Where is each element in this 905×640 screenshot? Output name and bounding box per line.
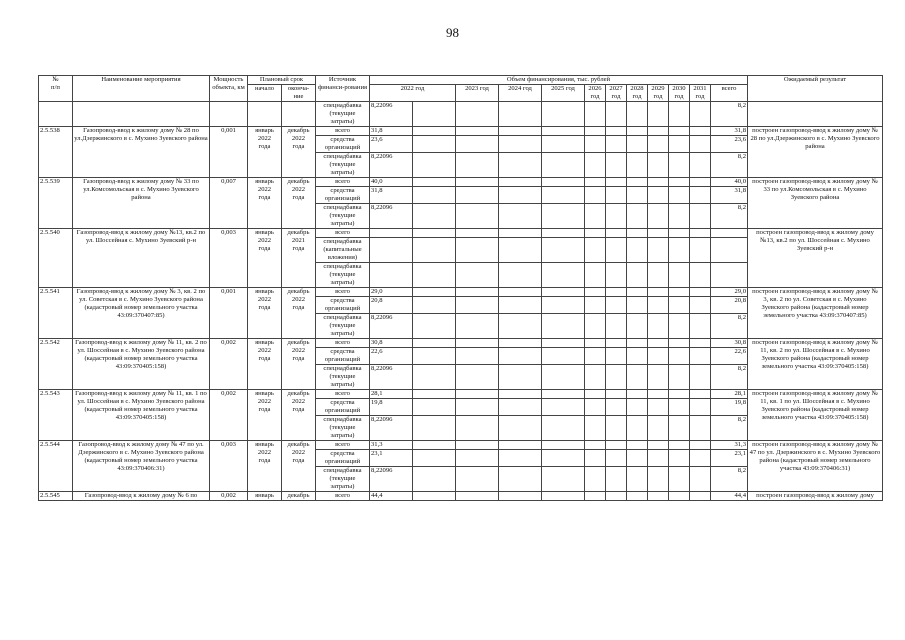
value-total: 8,2 (711, 102, 748, 127)
expected-result: построен газопровод-ввод к жилому дому № 28 по ул.Дзержинского в с. Мухино Зуевского района (748, 127, 883, 178)
value-total: 8,2 (711, 365, 748, 390)
expected-result: построен газопровод-ввод к жилому дому № 3, кв. 2 по ул. Советская в с. Мухино Зуевского района (кадастровый номер земельного участка 43:09:370407:85) (748, 288, 883, 339)
value-2022: 8,22096 (370, 153, 413, 178)
source-cell: средства организаций (316, 297, 370, 314)
col-result-header: Ожидаемый результат (748, 76, 883, 102)
term-start: январь 2022 года (248, 288, 282, 339)
table-row (39, 441, 883, 450)
term-end: декабрь 2022 года (282, 441, 316, 492)
value-2022: 28,1 (370, 390, 413, 399)
expected-result: построен газопровод-ввод к жилому дому № 11, кв. 2 по ул. Шоссейная в с. Мухино Зуевского района (кадастровый номер земельного участка 43:09:370405:158) (748, 339, 883, 390)
source-cell: средства организаций (316, 136, 370, 153)
col-total-header: всего (711, 85, 748, 102)
term-start: январь 2022 года (248, 229, 282, 288)
source-cell: средства организаций (316, 187, 370, 204)
source-cell: спецнадбавка (текущие затраты) (316, 416, 370, 441)
value-total: 8,2 (711, 153, 748, 178)
source-cell: спецнадбавка (текущие затраты) (316, 314, 370, 339)
measure-name: Газопровод-ввод к жилому дому № 11, кв. 1 по ул. Шоссейная в с. Мухино Зуевского района (кадастровый номер земельного участка 43:09:370405:158) (73, 390, 210, 441)
measure-name: Газопровод-ввод к жилому дому № 28 по ул.Дзержинского в с. Мухино Зуевского района (73, 127, 210, 178)
value-total: 23,1 (711, 450, 748, 467)
col-year-header: 2030 год (669, 85, 690, 102)
row-number: 2.5.544 (39, 441, 73, 492)
col-year-header: 2028 год (627, 85, 648, 102)
col-year-header: 2029 год (648, 85, 669, 102)
table-row (39, 339, 883, 348)
value-total: 31,8 (711, 127, 748, 136)
table-row (39, 390, 883, 399)
value-total: 8,2 (711, 416, 748, 441)
source-cell: средства организаций (316, 348, 370, 365)
row-number: 2.5.543 (39, 390, 73, 441)
col-volume-header: Объем финансирования, тыс. рублей (370, 76, 748, 85)
col-source-header: Источник финанси-рования (316, 76, 370, 102)
source-cell: средства организаций (316, 450, 370, 467)
value-2022: 44,4 (370, 492, 413, 501)
col-num-header: № п/п (39, 76, 73, 102)
term-start: январь 2022 года (248, 127, 282, 178)
value-total: 31,3 (711, 441, 748, 450)
value-2022: 31,8 (370, 187, 413, 204)
value-total: 8,2 (711, 314, 748, 339)
value-total: 19,8 (711, 399, 748, 416)
source-cell: спецнадбавка (текущие затраты) (316, 365, 370, 390)
capacity-value: 0,002 (210, 492, 248, 501)
term-start: январь 2022 года (248, 178, 282, 229)
source-cell: спецнадбавка (текущие затраты) (316, 204, 370, 229)
value-total: 8,2 (711, 467, 748, 492)
col-term-start-header: начало (248, 85, 282, 102)
term-start: январь 2022 года (248, 390, 282, 441)
term-end: декабрь 2022 года (282, 178, 316, 229)
source-cell: спецнадбавка (текущие затраты) (316, 467, 370, 492)
measure-name: Газопровод-ввод к жилому дому № 11, кв. 2 по ул. Шоссейная в с. Мухино Зуевского района (кадастровый номер земельного участка 43:09:370405:158) (73, 339, 210, 390)
capacity-value: 0,001 (210, 127, 248, 178)
source-cell: всего (316, 339, 370, 348)
table-row (39, 178, 883, 187)
measure-name: Газопровод-ввод к жилому дому № 47 по ул. Дзержинского в с. Мухино Зуевского района (кадастровый номер земельного участка 43:09:370406:31) (73, 441, 210, 492)
value-2022: 30,8 (370, 339, 413, 348)
value-total: 20,8 (711, 297, 748, 314)
value-2022: 8,22096 (370, 102, 413, 127)
value-total: 28,1 (711, 390, 748, 399)
expected-result: построен газопровод-ввод к жилому дому № 47 по ул. Дзержинского в с. Мухино Зуевского района (кадастровый номер земельного участка 43:09:370406:31) (748, 441, 883, 492)
row-number: 2.5.542 (39, 339, 73, 390)
measure-name: Газопровод-ввод к жилому дому № 6 по (73, 492, 210, 501)
table-row (39, 288, 883, 297)
source-cell: спецнадбавка (капитальные вложения) (316, 238, 370, 263)
value-total: 29,0 (711, 288, 748, 297)
source-cell: всего (316, 441, 370, 450)
measure-name: Газопровод-ввод к жилому дому №13, кв.2 по ул. Шоссейная с. Мухино Зуевский р-н (73, 229, 210, 288)
source-cell: всего (316, 288, 370, 297)
header-row (39, 76, 883, 85)
capacity-value: 0,003 (210, 441, 248, 492)
page-number: 98 (446, 25, 459, 40)
source-cell: спецнадбавка (текущие затраты) (316, 102, 370, 127)
expected-result: построен газопровод-ввод к жилому дому №13, кв.2 по ул. Шоссейная с. Мухино Зуевский р-н (748, 229, 883, 288)
term-end: декабрь 2022 года (282, 339, 316, 390)
term-start: январь (248, 492, 282, 501)
row-number: 2.5.545 (39, 492, 73, 501)
value-2022: 40,0 (370, 178, 413, 187)
value-2022: 29,0 (370, 288, 413, 297)
capacity-value: 0,001 (210, 288, 248, 339)
value-2022: 8,22096 (370, 416, 413, 441)
term-start: январь 2022 года (248, 339, 282, 390)
value-2022: 20,8 (370, 297, 413, 314)
source-cell: всего (316, 229, 370, 238)
measure-name: Газопровод-ввод к жилому дому № 33 по ул.Комсомольская в с. Мухино Зуевского района (73, 178, 210, 229)
table-row (39, 127, 883, 136)
value-total: 40,0 (711, 178, 748, 187)
row-number: 2.5.538 (39, 127, 73, 178)
row-number: 2.5.539 (39, 178, 73, 229)
term-end: декабрь 2021 года (282, 229, 316, 288)
source-cell: всего (316, 127, 370, 136)
value-total: 8,2 (711, 204, 748, 229)
table-row (39, 229, 883, 238)
financing-table (38, 75, 883, 501)
source-cell: спецнадбавка (текущие затраты) (316, 263, 370, 288)
source-cell: спецнадбавка (текущие затраты) (316, 153, 370, 178)
col-year-header: 2023 год (456, 85, 499, 102)
value-total: 23,6 (711, 136, 748, 153)
value-2022: 8,22096 (370, 365, 413, 390)
capacity-value: 0,007 (210, 178, 248, 229)
value-2022: 8,22096 (370, 204, 413, 229)
table-row (39, 492, 883, 501)
value-2022: 19,8 (370, 399, 413, 416)
value-2022: 22,6 (370, 348, 413, 365)
source-cell: всего (316, 178, 370, 187)
term-end: декабрь (282, 492, 316, 501)
term-end: декабрь 2022 года (282, 390, 316, 441)
expected-result: построен газопровод-ввод к жилому дому № 11, кв. 1 по ул. Шоссейная в с. Мухино Зуевского района (кадастровый номер земельного участка 43:09:370405:158) (748, 390, 883, 441)
value-total: 30,8 (711, 339, 748, 348)
value-2022: 8,22096 (370, 467, 413, 492)
col-year-header: 2027 год (606, 85, 627, 102)
source-cell: всего (316, 492, 370, 501)
capacity-value: 0,002 (210, 390, 248, 441)
value-total: 22,6 (711, 348, 748, 365)
value-2022: 8,22096 (370, 314, 413, 339)
expected-result: построен газопровод-ввод к жилому дому № 33 по ул.Комсомольская в с. Мухино Зуевского района (748, 178, 883, 229)
capacity-value: 0,003 (210, 229, 248, 288)
capacity-value: 0,002 (210, 339, 248, 390)
measure-name: Газопровод-ввод к жилому дому № 3, кв. 2 по ул. Советская в с. Мухино Зуевского района (кадастровый номер земельного участка 43:09:370407:85) (73, 288, 210, 339)
term-start: январь 2022 года (248, 441, 282, 492)
term-end: декабрь 2022 года (282, 288, 316, 339)
term-end: декабрь 2022 года (282, 127, 316, 178)
col-year-header: 2031 год (690, 85, 711, 102)
value-2022: 31,8 (370, 127, 413, 136)
source-cell: всего (316, 390, 370, 399)
value-2022: 23,6 (370, 136, 413, 153)
source-cell: средства организаций (316, 399, 370, 416)
col-year-header: 2022 год (370, 85, 456, 102)
col-year-header: 2025 год (542, 85, 585, 102)
value-total: 31,8 (711, 187, 748, 204)
col-name-header: Наименование мероприятия (73, 76, 210, 102)
value-2022: 23,1 (370, 450, 413, 467)
value-2022: 31,3 (370, 441, 413, 450)
row-number: 2.5.540 (39, 229, 73, 288)
expected-result: построен газопровод-ввод к жилому дому (748, 492, 883, 501)
col-year-header: 2024 год (499, 85, 542, 102)
table-row (39, 102, 883, 127)
value-total: 44,4 (711, 492, 748, 501)
col-year-header: 2026 год (585, 85, 606, 102)
col-capacity-header: Мощность объекта, км (210, 76, 248, 102)
row-number: 2.5.541 (39, 288, 73, 339)
col-term-end-header: оконча-ние (282, 85, 316, 102)
col-term-header: Плановый срок (248, 76, 316, 85)
